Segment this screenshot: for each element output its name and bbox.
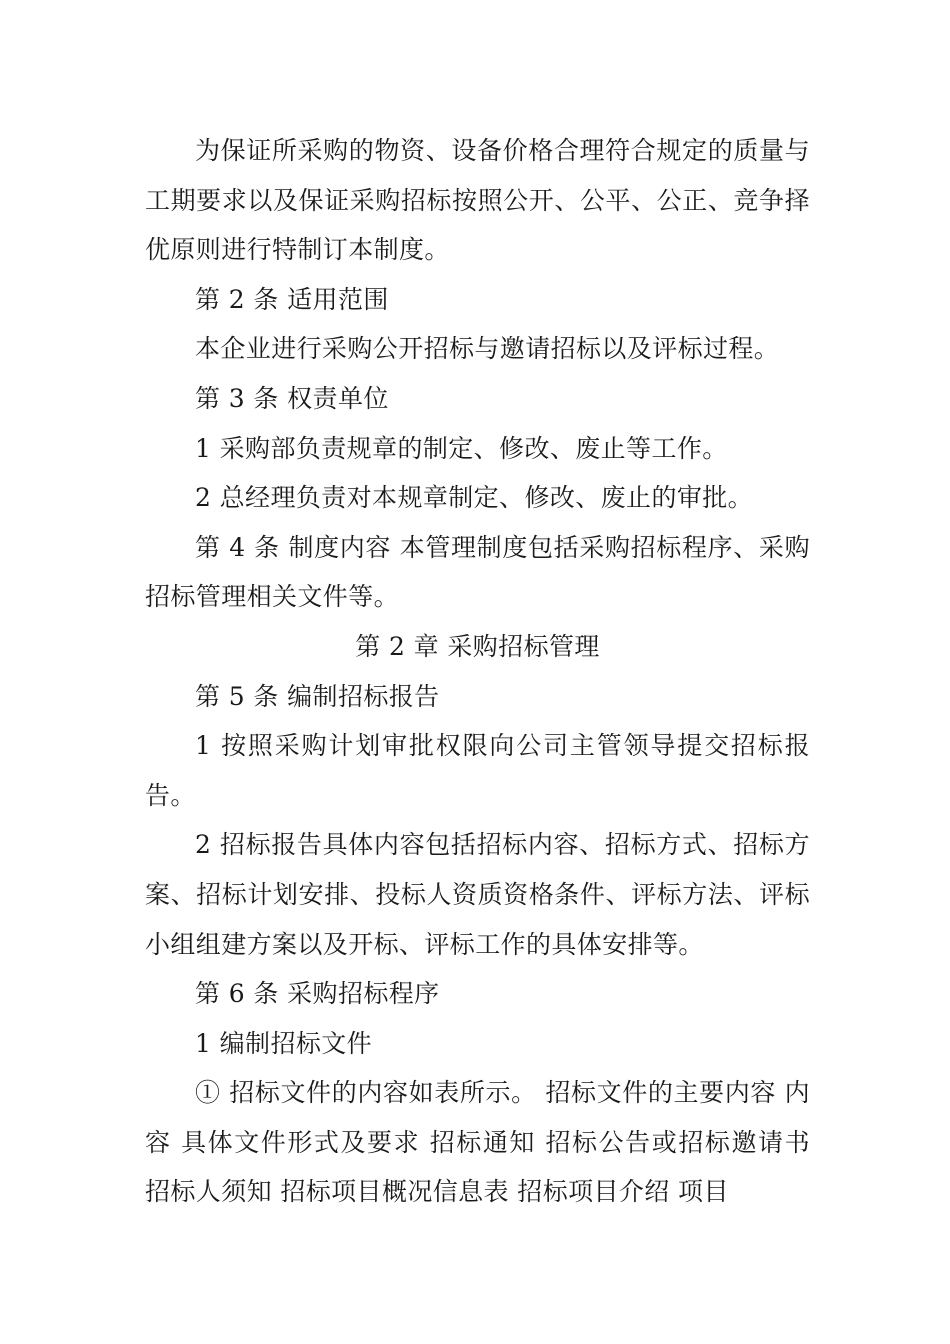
responsibility-item-2: 2 总经理负责对本规章制定、修改、废止的审批。 [195,483,754,513]
chapter-2-title: 第 2 章 采购招标管理 [355,631,600,661]
document-body [145,126,810,1217]
scope-paragraph: 本企业进行采购公开招标与邀请招标以及评标过程。 [195,334,780,364]
report-item-2: 2 招标报告具体内容包括招标内容、招标方式、招标方案、招标计划安排、投标人资质资格条件、评标方法、评标小组组建方案以及开标、评标工作的具体安排等。 [145,830,810,959]
article-3-heading: 第 3 条 权责单位 [195,383,389,413]
article-2-heading: 第 2 条 适用范围 [195,284,389,314]
article-5-heading: 第 5 条 编制招标报告 [195,681,440,711]
article-4-paragraph: 第 4 条 制度内容 本管理制度包括采购招标程序、采购招标管理相关文件等。 [145,532,810,612]
purpose-paragraph: 为保证所采购的物资、设备价格合理符合规定的质量与工期要求以及保证采购招标按照公开、公平、公正、竞争择优原则进行特制订本制度。 [145,136,810,265]
article-6-heading: 第 6 条 采购招标程序 [195,979,440,1009]
procedure-item-1: 1 编制招标文件 [195,1028,373,1058]
responsibility-item-1: 1 采购部负责规章的制定、修改、废止等工作。 [195,433,728,463]
report-item-1: 1 按照采购计划审批权限向公司主管领导提交招标报告。 [145,731,810,810]
tender-document-contents: ① 招标文件的内容如表所示。 招标文件的主要内容 内容 具体文件形式及要求 招标通知 招标公告或招标邀请书 招标人须知 招标项目概况信息表 招标项目介绍 项目 [145,1078,810,1207]
